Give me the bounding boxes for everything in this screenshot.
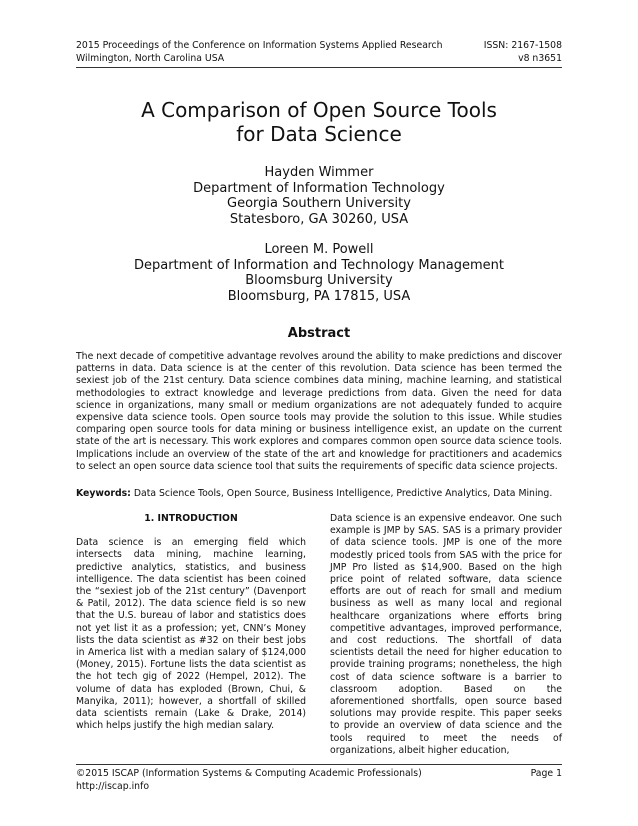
author-location: Statesboro, GA 30260, USA: [229, 211, 409, 227]
footer-copyright: ©2015 ISCAP (Information Systems & Computing Academic Professionals): [76, 768, 422, 779]
header-left: [76, 40, 443, 65]
left-column: [76, 513, 306, 732]
keywords-label: Keywords:: [76, 488, 131, 499]
author-department: Department of Information and Technology Management: [133, 257, 505, 273]
author-location: Bloomsburg, PA 17815, USA: [227, 288, 411, 304]
author-department: Department of Information Technology: [193, 180, 445, 196]
header-proceedings: 2015 Proceedings of the Conference on Information Systems Applied Research: [76, 40, 443, 51]
page-number: Page 1: [530, 768, 562, 779]
author-2: [60, 242, 578, 304]
intro-paragraph-2: Data science is an expensive endeavor. One such example is JMP by SAS. SAS is a primary provider of data science tools. JMP is one of the more modestly priced tools from SAS with the price for JMP Pro listed as $14,900. Based on the high price point of related software, data science efforts are out of reach for small and medium business as well as many local and regional healthcare organizations where efforts bring competitive advantages, improved performance, and cost reductions. The shortfall of data scientists detail the need for higher education to provide training programs; nonetheless, the high cost of data science software is a barrier to classroom adoption. Based on the aforementioned shortfalls, open source based solutions may provide respite. This paper seeks to provide an overview of data science and the tools required to meet the needs of organizations, albeit higher education,: [330, 513, 562, 756]
header-divider: [76, 67, 562, 68]
right-column: [330, 513, 562, 757]
author-name: Hayden Wimmer: [264, 165, 374, 180]
section-heading: 1. INTRODUCTION: [144, 513, 238, 524]
author-institution: Bloomsburg University: [245, 273, 393, 288]
title-line-2: for Data Science: [236, 122, 402, 146]
author-name: Loreen M. Powell: [264, 242, 374, 257]
author-list: [60, 165, 578, 304]
keywords-text: Data Science Tools, Open Source, Business Intelligence, Predictive Analytics, Data Mining.: [133, 488, 553, 499]
author-1: [60, 165, 578, 227]
abstract-text: The next decade of competitive advantage revolves around the ability to make predictions and discover patterns in data. Data science is at the center of this revolution. Data science has been termed the sexiest job of the 21st century. Data science combines data mining, machine learning, and statistical methodologies to extract knowledge and leverage predictions from data. Given the need for data science in organizations, many small or medium organizations are not adequately funded to acquire expensive data science tools. Open source tools may provide the solution to this issue. While studies comparing open source tools for data mining or business intelligence exist, an update on the current state of the art is necessary. This work explores and compares common open source data science tools. Implications include an overview of the state of the art and knowledge for practitioners and academics to select an open source data science tool that suits the requirements of specific data science projects.: [76, 351, 562, 472]
header-volume: v8 n3651: [518, 52, 562, 64]
footer-url: http://iscap.info: [76, 780, 150, 792]
page-footer: [76, 768, 562, 793]
header-location: Wilmington, North Carolina USA: [76, 52, 225, 64]
header-right: [484, 40, 562, 65]
footer-divider: [76, 764, 562, 765]
intro-paragraph-1: Data science is an emerging field which intersects data mining, machine learning, predictive analytics, statistics, and business intelligence. The data scientist has been coined the “sexiest job of the 21st century” (Davenport & Patil, 2012). The data science field is so new that the U.S. bureau of labor and statistics does not yet list it as a profession; yet, CNN’s Money lists the data scientist as #32 on their best jobs in America list with a median salary of $124,000 (Money, 2015). Fortune lists the data scientist as the hot tech gig of 2022 (Hempel, 2012). The volume of data has exploded (Brown, Chui, & Manyika, 2011); however, a shortfall of skilled data scientists remain (Lake & Drake, 2014) which helps justify the high median salary.: [76, 537, 306, 732]
header-issn: ISSN: 2167-1508: [483, 40, 562, 51]
keywords: [76, 488, 562, 500]
paper-title: [60, 98, 578, 146]
abstract-heading: Abstract: [287, 326, 351, 341]
title-line-1: A Comparison of Open Source Tools: [141, 98, 497, 122]
author-institution: Georgia Southern University: [227, 196, 411, 211]
